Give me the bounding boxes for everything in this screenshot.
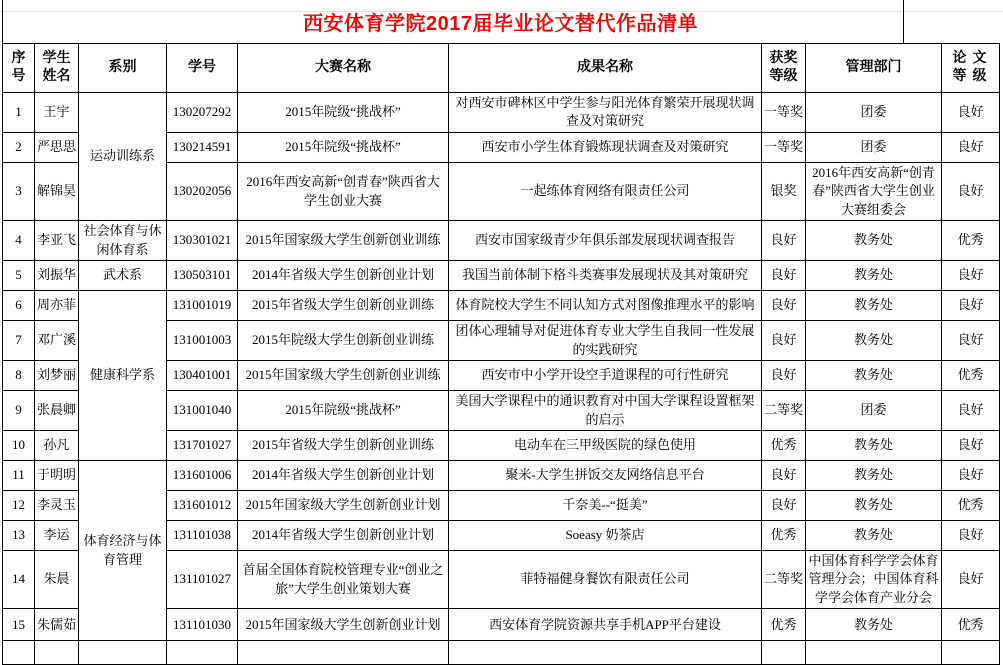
empty-cell [942,641,1000,665]
award-cell: 良好 [762,261,806,291]
thesis-grade-cell: 良好 [942,520,1000,550]
management-cell: 教务处 [806,460,942,490]
achievement-cell: 西安市国家级青少年俱乐部发展现状调查报告 [449,221,762,261]
achievement-cell: 西安市中小学开设空手道课程的可行性研究 [449,361,762,391]
competition-cell: 2015年院级“挑战杯” [238,391,449,431]
award-cell: 二等奖 [762,391,806,431]
student-id-cell: 131601012 [167,490,238,520]
name-cell: 邓广溪 [35,321,79,361]
no-cell: 7 [3,321,35,361]
award-cell: 良好 [762,460,806,490]
empty-cell [238,641,449,665]
empty-cell [449,641,762,665]
management-cell: 团委 [806,93,942,133]
empty-cell [762,641,806,665]
achievement-cell: 西安体育学院资源共享手机APP平台建设 [449,609,762,641]
table-row [3,261,1000,291]
student-id-cell: 130503101 [167,261,238,291]
competition-cell: 2015年院级“挑战杯” [238,93,449,133]
name-cell: 孙凡 [35,430,79,460]
management-cell: 教务处 [806,221,942,261]
thesis-grade-cell: 良好 [942,132,1000,162]
name-cell: 朱儒茹 [35,609,79,641]
no-cell: 9 [3,391,35,431]
works-table [2,43,1000,665]
management-cell: 教务处 [806,361,942,391]
no-cell: 6 [3,291,35,321]
name-cell: 王宇 [35,93,79,133]
department-cell: 运动训练系 [79,93,167,221]
empty-cell [79,641,167,665]
student-id-cell: 131001040 [167,391,238,431]
achievement-cell: 我国当前体制下格斗类赛事发展现状及其对策研究 [449,261,762,291]
column-header-competition: 大赛名称 [238,44,449,93]
competition-cell: 2016年西安高新“创青春”陕西省大学生创业大赛 [238,162,449,220]
competition-cell: 2014年省级大学生创新创业计划 [238,261,449,291]
competition-cell: 2014年省级大学生创新创业计划 [238,460,449,490]
no-cell: 4 [3,221,35,261]
award-cell: 一等奖 [762,132,806,162]
competition-cell: 2015年省级大学生创新创业训练 [238,291,449,321]
thesis-grade-cell: 优秀 [942,361,1000,391]
no-cell: 10 [3,430,35,460]
achievement-cell: 团体心理辅导对促进体育专业大学生自我同一性发展的实践研究 [449,321,762,361]
thesis-grade-cell: 良好 [942,261,1000,291]
no-cell: 5 [3,261,35,291]
achievement-cell: 电动车在三甲级医院的绿色使用 [449,430,762,460]
award-cell: 良好 [762,321,806,361]
name-cell: 刘梦丽 [35,361,79,391]
competition-cell: 2015年国家级大学生创新创业训练 [238,221,449,261]
name-cell: 朱晨 [35,550,79,608]
department-cell: 健康科学系 [79,291,167,461]
management-cell: 教务处 [806,520,942,550]
management-cell: 教务处 [806,321,942,361]
column-header-thesis-grade: 论文等级 [942,44,1000,93]
name-cell: 李亚飞 [35,221,79,261]
thesis-grade-cell: 良好 [942,391,1000,431]
column-header-student-id: 学号 [167,44,238,93]
name-cell: 严思思 [35,132,79,162]
empty-cell [806,641,942,665]
table-row [3,221,1000,261]
student-id-cell: 130301021 [167,221,238,261]
management-cell: 教务处 [806,609,942,641]
achievement-cell: 一起练体育网络有限责任公司 [449,162,762,220]
thesis-grade-cell: 良好 [942,291,1000,321]
column-header-management: 管理部门 [806,44,942,93]
award-cell: 良好 [762,361,806,391]
header-row [3,44,1000,93]
award-cell: 优秀 [762,520,806,550]
thesis-grade-cell: 良好 [942,550,1000,608]
no-cell: 3 [3,162,35,220]
management-cell: 教务处 [806,261,942,291]
achievement-cell: 美国大学课程中的通识教育对中国大学课程设置框架的启示 [449,391,762,431]
thesis-grade-cell: 良好 [942,430,1000,460]
student-id-cell: 131701027 [167,430,238,460]
thesis-grade-cell: 优秀 [942,609,1000,641]
award-cell: 良好 [762,490,806,520]
student-id-cell: 130401001 [167,361,238,391]
column-header-award: 获奖等级 [762,44,806,93]
management-cell: 团委 [806,391,942,431]
competition-cell: 2015年国家级大学生创新创业训练 [238,361,449,391]
achievement-cell: 千奈美--“挺美” [449,490,762,520]
name-cell: 周亦菲 [35,291,79,321]
achievement-cell: Soeasy 奶茶店 [449,520,762,550]
competition-cell: 2015年国家级大学生创新创业计划 [238,609,449,641]
no-cell: 13 [3,520,35,550]
no-cell: 12 [3,490,35,520]
achievement-cell: 菲特福健身餐饮有限责任公司 [449,550,762,608]
no-cell: 11 [3,460,35,490]
table-row [3,291,1000,321]
name-cell: 张晨卿 [35,391,79,431]
thesis-grade-cell: 良好 [942,162,1000,220]
name-cell: 李运 [35,520,79,550]
empty-cell [167,641,238,665]
student-id-cell: 130207292 [167,93,238,133]
achievement-cell: 体育院校大学生不同认知方式对图像推理水平的影响 [449,291,762,321]
student-id-cell: 131601006 [167,460,238,490]
title-row [2,0,999,43]
empty-cell [35,641,79,665]
achievement-cell: 西安市小学生体育锻炼现状调查及对策研究 [449,132,762,162]
no-cell: 8 [3,361,35,391]
name-cell: 李灵玉 [35,490,79,520]
empty-cell [3,641,35,665]
column-header-name: 学生姓名 [35,44,79,93]
management-cell: 2016年西安高新“创青春”陕西省大学生创业大赛组委会 [806,162,942,220]
no-cell: 15 [3,609,35,641]
department-cell: 社会体育与休闲体育系 [79,221,167,261]
thesis-grade-cell: 良好 [942,93,1000,133]
partial-row [3,641,1000,665]
management-cell: 教务处 [806,430,942,460]
management-cell: 中国体育科学学会体育管理分会；中国体育科学学会体育产业分会 [806,550,942,608]
table-body [3,93,1000,665]
no-cell: 14 [3,550,35,608]
achievement-cell: 对西安市碑林区中学生参与阳光体育繁荣开展现状调查及对策研究 [449,93,762,133]
competition-cell: 2015年国家级大学生创新创业计划 [238,490,449,520]
table-row [3,93,1000,133]
award-cell: 二等奖 [762,550,806,608]
competition-cell: 2014年省级大学生创新创业计划 [238,520,449,550]
thesis-grade-cell: 良好 [942,321,1000,361]
thesis-grade-cell: 良好 [942,460,1000,490]
student-id-cell: 131101027 [167,550,238,608]
management-cell: 教务处 [806,291,942,321]
table-row [3,460,1000,490]
award-cell: 一等奖 [762,93,806,133]
award-cell: 良好 [762,291,806,321]
student-id-cell: 131101030 [167,609,238,641]
document-title: 西安体育学院2017届毕业论文替代作品清单 [303,13,698,35]
department-cell: 武术系 [79,261,167,291]
name-cell: 解锦昊 [35,162,79,220]
no-cell: 1 [3,93,35,133]
department-cell: 体育经济与体育管理 [79,460,167,640]
management-cell: 团委 [806,132,942,162]
column-header-achievement: 成果名称 [449,44,762,93]
competition-cell: 首届全国体育院校管理专业“创业之旅”大学生创业策划大赛 [238,550,449,608]
column-header-dept: 系别 [79,44,167,93]
name-cell: 于明明 [35,460,79,490]
award-cell: 良好 [762,221,806,261]
student-id-cell: 131101038 [167,520,238,550]
award-cell: 银奖 [762,162,806,220]
thesis-grade-cell: 优秀 [942,221,1000,261]
award-cell: 优秀 [762,430,806,460]
student-id-cell: 131001019 [167,291,238,321]
column-header-no: 序号 [3,44,35,93]
competition-cell: 2015年院级大学生创新创业训练 [238,321,449,361]
no-cell: 2 [3,132,35,162]
student-id-cell: 131001003 [167,321,238,361]
competition-cell: 2015年省级大学生创新创业训练 [238,430,449,460]
student-id-cell: 130214591 [167,132,238,162]
thesis-grade-cell: 优秀 [942,490,1000,520]
student-id-cell: 130202056 [167,162,238,220]
competition-cell: 2015年院级“挑战杯” [238,132,449,162]
management-cell: 教务处 [806,490,942,520]
achievement-cell: 聚米-大学生拼饭交友网络信息平台 [449,460,762,490]
award-cell: 优秀 [762,609,806,641]
name-cell: 刘振华 [35,261,79,291]
